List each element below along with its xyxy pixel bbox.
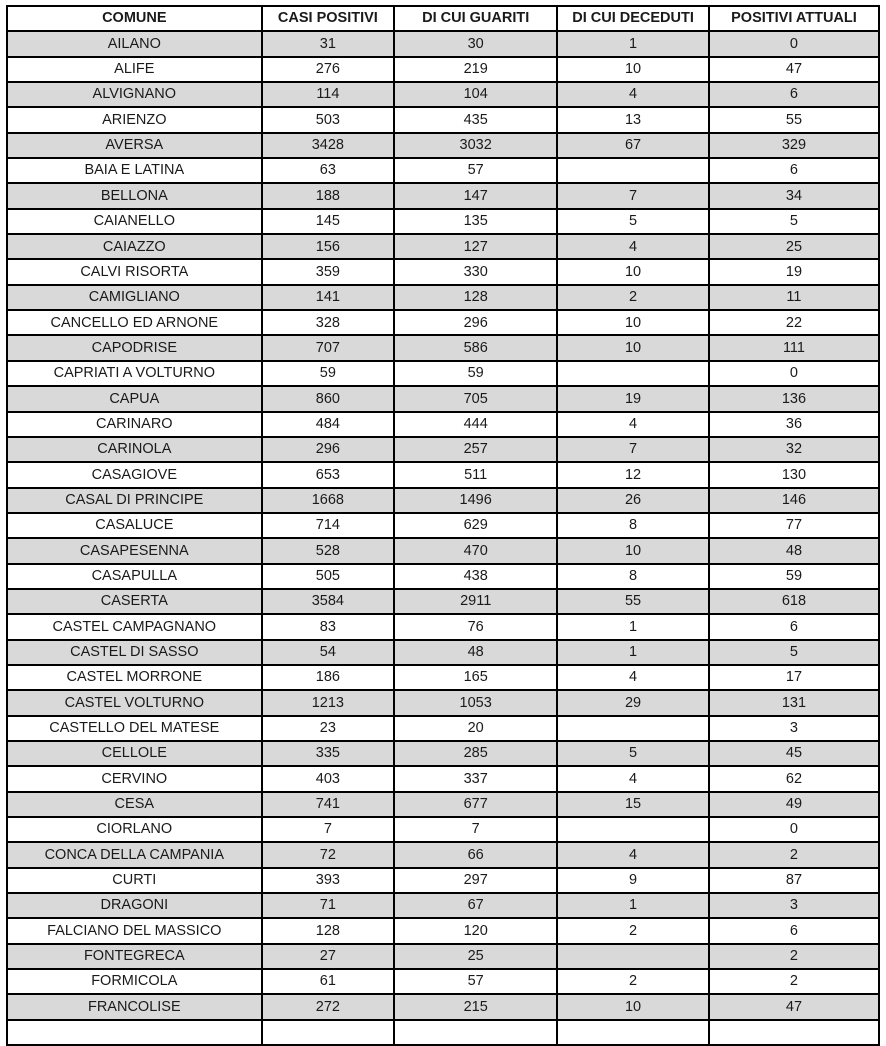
deceduti-cell: 7 [557, 183, 709, 208]
comune-cell: CONCA DELLA CAMPANIA [7, 842, 262, 867]
casi-positivi-cell: 359 [262, 259, 395, 284]
table-row [7, 437, 879, 462]
deceduti-cell: 10 [557, 335, 709, 360]
positivi-attuali-cell: 130 [709, 462, 879, 487]
deceduti-cell: 8 [557, 564, 709, 589]
comune-cell: CASTEL MORRONE [7, 665, 262, 690]
table-body [7, 31, 879, 1045]
guariti-cell: 135 [394, 209, 557, 234]
table-row [7, 969, 879, 994]
comune-cell: AILANO [7, 31, 262, 56]
guariti-cell: 57 [394, 158, 557, 183]
table-row [7, 107, 879, 132]
comune-cell: CALVI RISORTA [7, 259, 262, 284]
comune-cell: FONTEGRECA [7, 944, 262, 969]
deceduti-cell: 26 [557, 488, 709, 513]
guariti-cell: 147 [394, 183, 557, 208]
comune-cell: CAIANELLO [7, 209, 262, 234]
guariti-cell: 511 [394, 462, 557, 487]
guariti-cell: 104 [394, 82, 557, 107]
table-row [7, 564, 879, 589]
positivi-attuali-cell: 11 [709, 285, 879, 310]
table-row [7, 589, 879, 614]
positivi-attuali-cell: 32 [709, 437, 879, 462]
deceduti-cell: 4 [557, 665, 709, 690]
casi-positivi-cell: 528 [262, 538, 395, 563]
table-row [7, 538, 879, 563]
casi-positivi-cell: 54 [262, 640, 395, 665]
table-row [7, 817, 879, 842]
deceduti-cell: 10 [557, 538, 709, 563]
table-row [7, 57, 879, 82]
table-row [7, 944, 879, 969]
table-row [7, 31, 879, 56]
table-row [7, 690, 879, 715]
casi-positivi-cell: 72 [262, 842, 395, 867]
deceduti-cell: 55 [557, 589, 709, 614]
table-row [7, 158, 879, 183]
comune-cell: CASTELLO DEL MATESE [7, 716, 262, 741]
table-row [7, 893, 879, 918]
casi-positivi-cell: 393 [262, 868, 395, 893]
guariti-cell: 629 [394, 513, 557, 538]
table-row [7, 183, 879, 208]
casi-positivi-cell: 61 [262, 969, 395, 994]
deceduti-cell: 10 [557, 310, 709, 335]
deceduti-cell [557, 944, 709, 969]
deceduti-cell [557, 817, 709, 842]
casi-positivi-cell: 156 [262, 234, 395, 259]
comune-cell: CASTEL VOLTURNO [7, 690, 262, 715]
table-row [7, 792, 879, 817]
table-row [7, 361, 879, 386]
deceduti-cell: 19 [557, 386, 709, 411]
positivi-attuali-cell: 3 [709, 893, 879, 918]
guariti-cell: 2911 [394, 589, 557, 614]
guariti-cell: 296 [394, 310, 557, 335]
positivi-attuali-cell: 3 [709, 716, 879, 741]
guariti-cell: 330 [394, 259, 557, 284]
table-row [7, 234, 879, 259]
table-row [7, 513, 879, 538]
guariti-cell: 297 [394, 868, 557, 893]
deceduti-cell: 2 [557, 969, 709, 994]
deceduti-cell: 7 [557, 437, 709, 462]
guariti-cell: 76 [394, 614, 557, 639]
casi-positivi-cell: 296 [262, 437, 395, 462]
positivi-attuali-cell: 49 [709, 792, 879, 817]
comune-cell: CASTEL CAMPAGNANO [7, 614, 262, 639]
guariti-cell: 66 [394, 842, 557, 867]
deceduti-cell: 67 [557, 133, 709, 158]
deceduti-cell: 2 [557, 285, 709, 310]
casi-positivi-cell: 145 [262, 209, 395, 234]
positivi-attuali-cell: 329 [709, 133, 879, 158]
guariti-cell: 127 [394, 234, 557, 259]
deceduti-cell: 15 [557, 792, 709, 817]
table-row [7, 133, 879, 158]
comune-cell: ALIFE [7, 57, 262, 82]
covid-municipalities-table [6, 5, 880, 1046]
table-row [7, 766, 879, 791]
comune-cell: CESA [7, 792, 262, 817]
guariti-cell: 257 [394, 437, 557, 462]
guariti-cell: 30 [394, 31, 557, 56]
positivi-attuali-cell: 618 [709, 589, 879, 614]
positivi-attuali-cell: 55 [709, 107, 879, 132]
casi-positivi-cell: 23 [262, 716, 395, 741]
table-row [7, 665, 879, 690]
comune-cell: BAIA E LATINA [7, 158, 262, 183]
casi-positivi-cell: 328 [262, 310, 395, 335]
table-row [7, 614, 879, 639]
positivi-attuali-cell: 34 [709, 183, 879, 208]
table-row [7, 462, 879, 487]
header-row [7, 6, 879, 31]
comune-cell: CASAGIOVE [7, 462, 262, 487]
comune-cell: FALCIANO DEL MASSICO [7, 918, 262, 943]
casi-positivi-cell: 505 [262, 564, 395, 589]
positivi-attuali-cell: 36 [709, 412, 879, 437]
positivi-attuali-cell: 111 [709, 335, 879, 360]
table-row [7, 209, 879, 234]
casi-positivi-cell: 653 [262, 462, 395, 487]
deceduti-cell: 9 [557, 868, 709, 893]
positivi-attuali-cell: 6 [709, 82, 879, 107]
guariti-cell: 128 [394, 285, 557, 310]
casi-positivi-cell: 186 [262, 665, 395, 690]
positivi-attuali-cell: 47 [709, 57, 879, 82]
positivi-attuali-cell: 5 [709, 640, 879, 665]
comune-cell: FRANCOLISE [7, 994, 262, 1019]
comune-cell: CELLOLE [7, 741, 262, 766]
comune-cell: CASAL DI PRINCIPE [7, 488, 262, 513]
guariti-cell: 165 [394, 665, 557, 690]
header-casi-positivi: CASI POSITIVI [262, 6, 395, 31]
casi-positivi-cell: 63 [262, 158, 395, 183]
positivi-attuali-cell: 136 [709, 386, 879, 411]
casi-positivi-cell: 141 [262, 285, 395, 310]
positivi-attuali-cell: 48 [709, 538, 879, 563]
positivi-attuali-cell: 0 [709, 817, 879, 842]
casi-positivi-cell: 3428 [262, 133, 395, 158]
deceduti-cell [557, 158, 709, 183]
positivi-attuali-cell: 131 [709, 690, 879, 715]
guariti-cell: 20 [394, 716, 557, 741]
casi-positivi-cell: 128 [262, 918, 395, 943]
casi-positivi-cell: 272 [262, 994, 395, 1019]
deceduti-cell: 4 [557, 842, 709, 867]
positivi-attuali-cell: 2 [709, 944, 879, 969]
comune-cell: CAMIGLIANO [7, 285, 262, 310]
comune-cell: CAIAZZO [7, 234, 262, 259]
positivi-attuali-cell: 6 [709, 158, 879, 183]
comune-cell: CURTI [7, 868, 262, 893]
table-row [7, 386, 879, 411]
casi-positivi-cell: 403 [262, 766, 395, 791]
deceduti-cell: 8 [557, 513, 709, 538]
deceduti-cell: 13 [557, 107, 709, 132]
guariti-cell: 25 [394, 944, 557, 969]
comune-cell: CASAPESENNA [7, 538, 262, 563]
positivi-attuali-cell: 59 [709, 564, 879, 589]
positivi-attuali-cell: 19 [709, 259, 879, 284]
guariti-cell: 586 [394, 335, 557, 360]
table-header [7, 6, 879, 31]
casi-positivi-cell: 741 [262, 792, 395, 817]
casi-positivi-cell: 188 [262, 183, 395, 208]
header-comune: COMUNE [7, 6, 262, 31]
casi-positivi-cell: 276 [262, 57, 395, 82]
guariti-cell: 3032 [394, 133, 557, 158]
guariti-cell: 285 [394, 741, 557, 766]
comune-cell: CANCELLO ED ARNONE [7, 310, 262, 335]
casi-positivi-cell: 860 [262, 386, 395, 411]
comune-cell: CAPODRISE [7, 335, 262, 360]
guariti-cell: 337 [394, 766, 557, 791]
comune-cell: FORMICOLA [7, 969, 262, 994]
header-di-cui-guariti: DI CUI GUARITI [394, 6, 557, 31]
positivi-attuali-cell: 2 [709, 969, 879, 994]
casi-positivi-cell: 7 [262, 817, 395, 842]
header-di-cui-deceduti: DI CUI DECEDUTI [557, 6, 709, 31]
casi-positivi-cell: 707 [262, 335, 395, 360]
deceduti-cell: 1 [557, 614, 709, 639]
table-row [7, 640, 879, 665]
guariti-cell: 48 [394, 640, 557, 665]
comune-cell: AVERSA [7, 133, 262, 158]
table-row [7, 82, 879, 107]
guariti-cell: 7 [394, 817, 557, 842]
casi-positivi-cell: 27 [262, 944, 395, 969]
table-row [7, 918, 879, 943]
table-row [7, 335, 879, 360]
table-row [7, 310, 879, 335]
comune-cell: CASALUCE [7, 513, 262, 538]
deceduti-cell: 10 [557, 259, 709, 284]
casi-positivi-cell: 83 [262, 614, 395, 639]
positivi-attuali-cell: 2 [709, 842, 879, 867]
deceduti-cell: 1 [557, 640, 709, 665]
comune-cell: BELLONA [7, 183, 262, 208]
deceduti-cell: 5 [557, 741, 709, 766]
guariti-cell: 438 [394, 564, 557, 589]
guariti-cell: 57 [394, 969, 557, 994]
positivi-attuali-cell: 87 [709, 868, 879, 893]
comune-cell: CAPRIATI A VOLTURNO [7, 361, 262, 386]
deceduti-cell: 1 [557, 31, 709, 56]
table-row [7, 868, 879, 893]
positivi-attuali-cell: 6 [709, 918, 879, 943]
positivi-attuali-cell: 25 [709, 234, 879, 259]
deceduti-cell [557, 716, 709, 741]
table-row [7, 842, 879, 867]
casi-positivi-cell: 3584 [262, 589, 395, 614]
casi-positivi-cell: 31 [262, 31, 395, 56]
deceduti-cell: 4 [557, 234, 709, 259]
comune-cell: CASERTA [7, 589, 262, 614]
casi-positivi-cell: 1213 [262, 690, 395, 715]
positivi-attuali-cell: 146 [709, 488, 879, 513]
comune-cell: CASTEL DI SASSO [7, 640, 262, 665]
positivi-attuali-cell: 0 [709, 361, 879, 386]
deceduti-cell [557, 361, 709, 386]
header-positivi-attuali: POSITIVI ATTUALI [709, 6, 879, 31]
table-row [7, 716, 879, 741]
positivi-attuali-cell: 47 [709, 994, 879, 1019]
casi-positivi-cell: 484 [262, 412, 395, 437]
comune-cell: CERVINO [7, 766, 262, 791]
guariti-cell: 705 [394, 386, 557, 411]
comune-cell: CAPUA [7, 386, 262, 411]
casi-positivi-cell: 503 [262, 107, 395, 132]
deceduti-cell: 29 [557, 690, 709, 715]
guariti-cell: 120 [394, 918, 557, 943]
casi-positivi-cell: 1668 [262, 488, 395, 513]
guariti-cell: 59 [394, 361, 557, 386]
positivi-attuali-cell: 5 [709, 209, 879, 234]
table-row [7, 259, 879, 284]
positivi-attuali-cell: 6 [709, 614, 879, 639]
deceduti-cell: 5 [557, 209, 709, 234]
table-row [7, 994, 879, 1019]
casi-positivi-cell: 714 [262, 513, 395, 538]
comune-cell: CIORLANO [7, 817, 262, 842]
guariti-cell: 470 [394, 538, 557, 563]
deceduti-cell: 2 [557, 918, 709, 943]
positivi-attuali-cell: 22 [709, 310, 879, 335]
comune-cell: ALVIGNANO [7, 82, 262, 107]
casi-positivi-cell: 59 [262, 361, 395, 386]
comune-cell: CARINOLA [7, 437, 262, 462]
comune-cell: CASAPULLA [7, 564, 262, 589]
deceduti-cell: 10 [557, 57, 709, 82]
casi-positivi-cell: 114 [262, 82, 395, 107]
positivi-attuali-cell: 0 [709, 31, 879, 56]
guariti-cell: 67 [394, 893, 557, 918]
guariti-cell: 1053 [394, 690, 557, 715]
guariti-cell: 444 [394, 412, 557, 437]
guariti-cell: 215 [394, 994, 557, 1019]
deceduti-cell: 12 [557, 462, 709, 487]
deceduti-cell: 4 [557, 412, 709, 437]
positivi-attuali-cell: 62 [709, 766, 879, 791]
casi-positivi-cell: 71 [262, 893, 395, 918]
deceduti-cell: 4 [557, 766, 709, 791]
table-row [7, 285, 879, 310]
guariti-cell: 435 [394, 107, 557, 132]
comune-cell: ARIENZO [7, 107, 262, 132]
table-row [7, 412, 879, 437]
deceduti-cell: 1 [557, 893, 709, 918]
comune-cell: DRAGONI [7, 893, 262, 918]
comune-cell: CARINARO [7, 412, 262, 437]
table-row [7, 741, 879, 766]
table-row [7, 488, 879, 513]
casi-positivi-cell: 335 [262, 741, 395, 766]
deceduti-cell: 10 [557, 994, 709, 1019]
guariti-cell: 1496 [394, 488, 557, 513]
positivi-attuali-cell: 17 [709, 665, 879, 690]
covid-municipalities-table-wrap [6, 5, 880, 1046]
guariti-cell: 677 [394, 792, 557, 817]
guariti-cell: 219 [394, 57, 557, 82]
deceduti-cell: 4 [557, 82, 709, 107]
positivi-attuali-cell: 45 [709, 741, 879, 766]
positivi-attuali-cell: 77 [709, 513, 879, 538]
